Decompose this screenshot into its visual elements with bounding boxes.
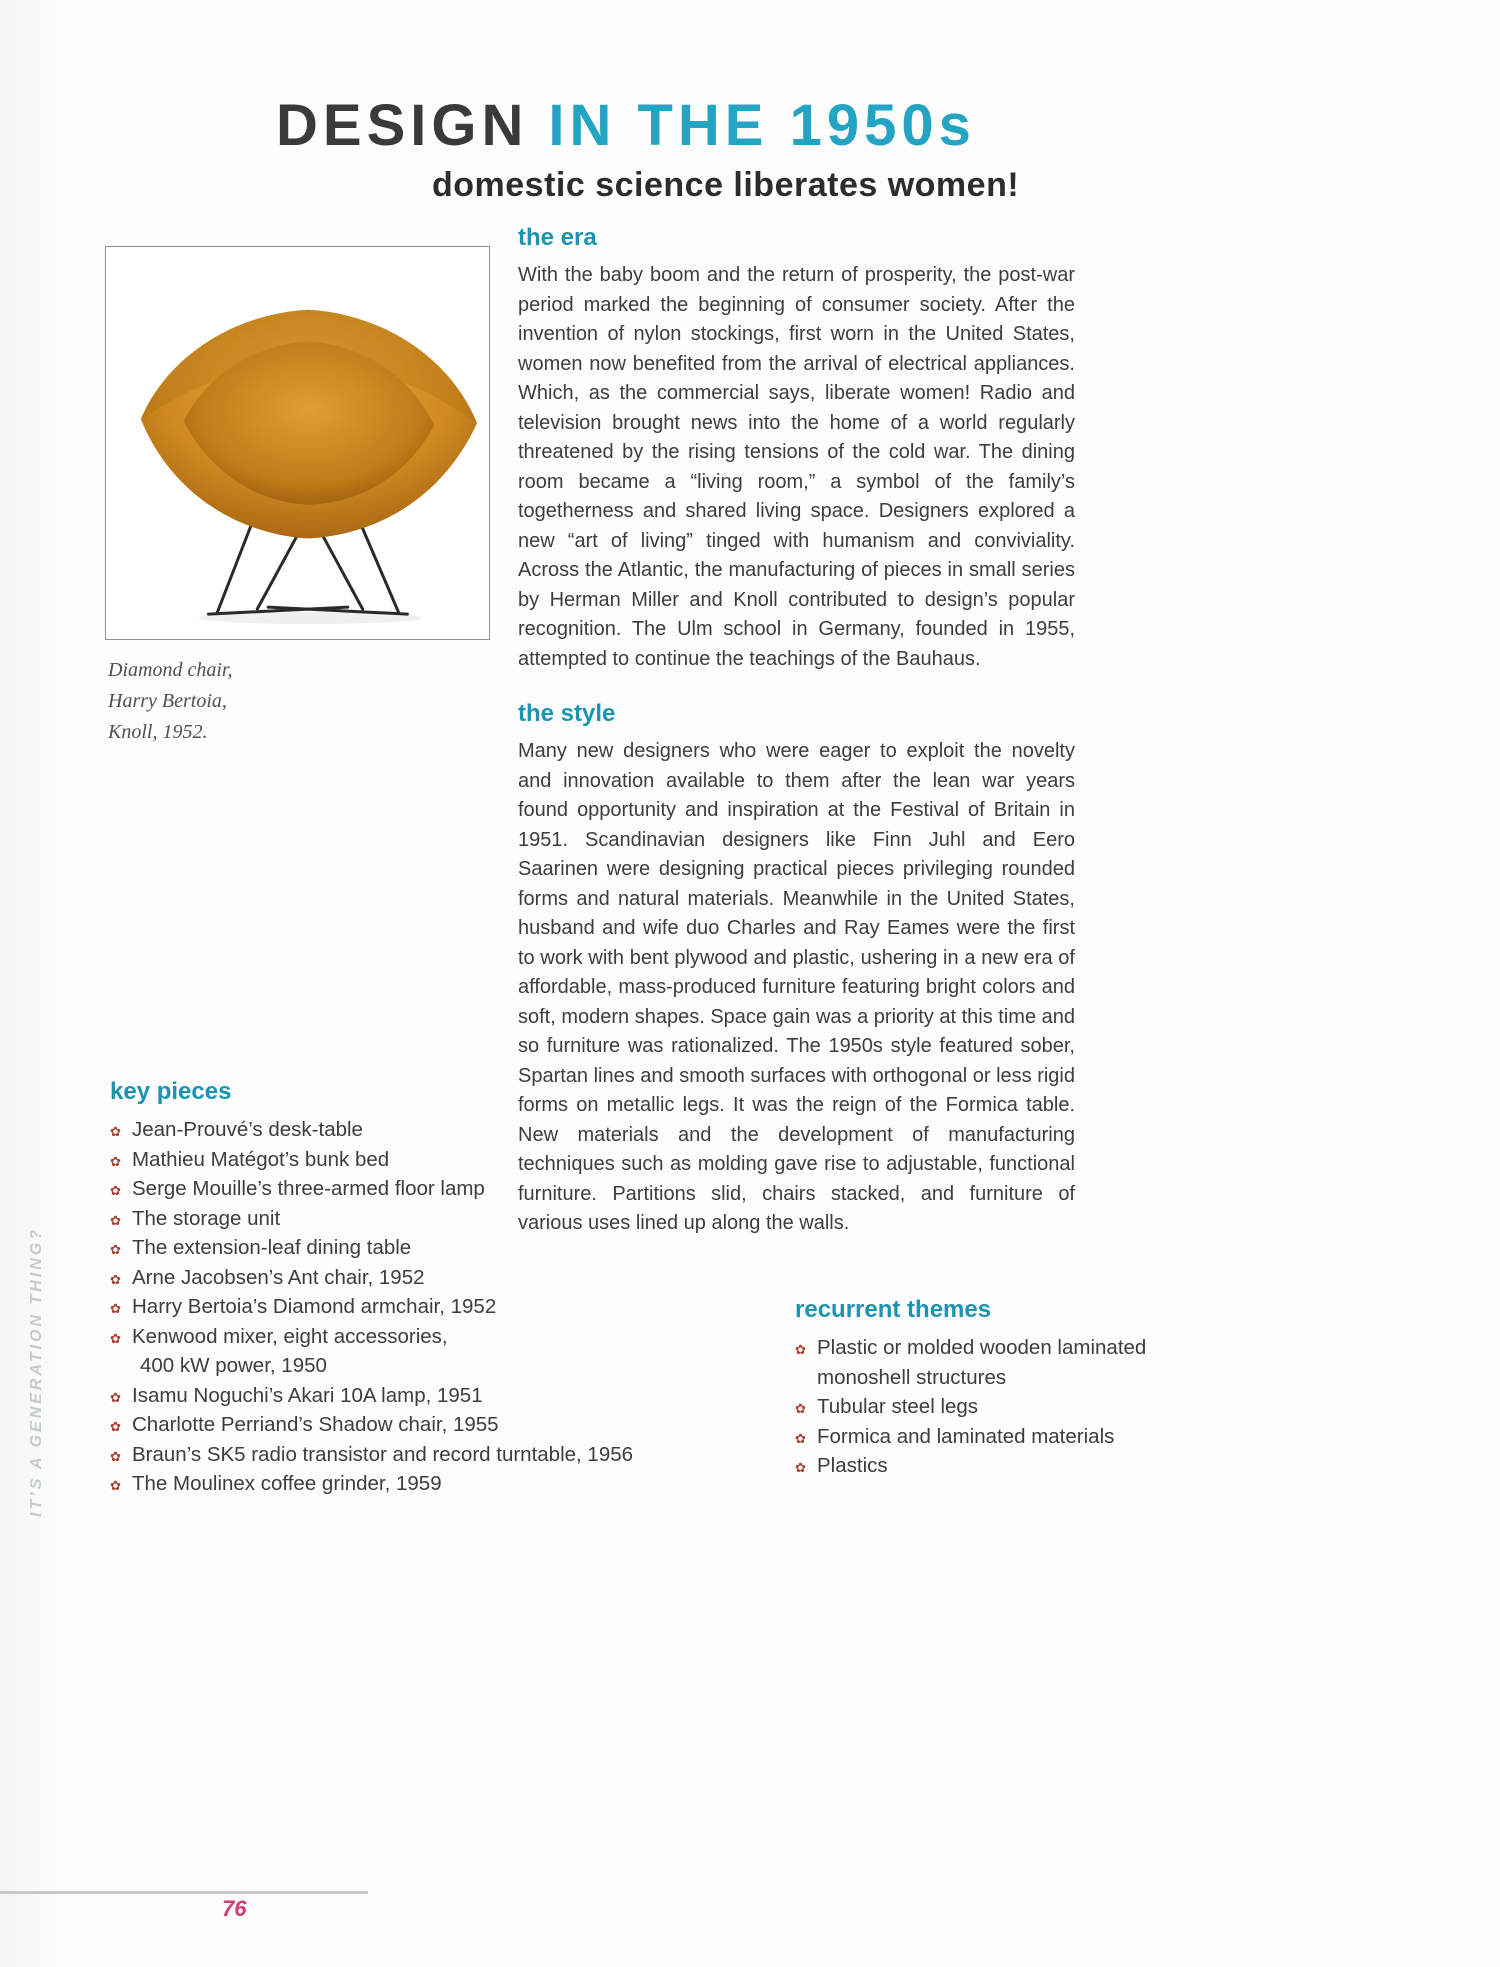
flower-bullet-icon: ✿ xyxy=(110,1183,121,1198)
list-item-label: The storage unit xyxy=(132,1206,281,1230)
heading-the-era: the era xyxy=(518,224,597,251)
flower-bullet-icon: ✿ xyxy=(110,1124,121,1139)
list-item-label: Charlotte Perriand’s Shadow chair, 1955 xyxy=(132,1413,499,1436)
flower-bullet-icon: ✿ xyxy=(110,1389,121,1405)
list-item xyxy=(110,1469,670,1499)
list-item-label: Harry Bertoia’s Diamond armchair, 1952 xyxy=(132,1295,497,1318)
list-item xyxy=(110,1174,670,1204)
flower-bullet-icon: ✿ xyxy=(110,1448,121,1464)
margin-vertical-text: IT’S A GENERATION THING? xyxy=(28,1226,45,1517)
heading-the-style: the style xyxy=(518,700,616,727)
list-item-label: Serge Mouille’s three-armed floor lamp xyxy=(132,1177,485,1200)
caption-line-3: Knoll, 1952. xyxy=(108,721,208,743)
list-item xyxy=(110,1410,670,1440)
recurrent-themes-list xyxy=(795,1333,1193,1481)
list-item-label: Arne Jacobsen’s Ant chair, 1952 xyxy=(132,1265,425,1289)
list-item xyxy=(110,1381,670,1411)
list-item-label: Jean-Prouvé’s desk-table xyxy=(132,1118,363,1141)
list-item xyxy=(110,1115,670,1145)
list-item-label: The extension-leaf dining table xyxy=(132,1236,412,1259)
key-pieces-section xyxy=(110,1078,670,1499)
chair-figure-frame xyxy=(105,246,490,640)
flower-bullet-icon: ✿ xyxy=(110,1419,121,1434)
heading-key-pieces: key pieces xyxy=(110,1078,232,1105)
list-item-label: Mathieu Matégot’s bunk bed xyxy=(132,1147,390,1171)
list-item xyxy=(795,1422,1193,1452)
list-item-label: Formica and laminated materials xyxy=(817,1424,1115,1448)
list-item xyxy=(110,1145,670,1175)
flower-bullet-icon: ✿ xyxy=(110,1301,121,1316)
list-item-label: Tubular steel legs xyxy=(817,1395,979,1418)
list-item xyxy=(110,1292,670,1322)
list-item xyxy=(110,1322,670,1352)
page-edge-shading xyxy=(0,0,70,1967)
list-item xyxy=(795,1392,1193,1422)
caption-line-1: Diamond chair, xyxy=(108,659,233,681)
diamond-chair-illustration xyxy=(106,247,489,639)
recurrent-themes-section xyxy=(795,1296,1193,1481)
paragraph-the-style: Many new designers who were eager to exploit the novelty and innovation available to them after the lean war years found opportunity and inspiration at the Festival of Britain in 1951. Scandinavian designers like Finn Juhl and Eero Saarinen were designing practical pieces privileging rounded forms and natural materials. Meanwhile in the United States, husband and wife duo Charles and Ray Eames were the first to work with bent plywood and plastic, ushering in a new era of affordable, mass-produced furniture featuring bright colors and soft, modern shapes. Space gain was a priority at this time and so furniture was rationalized. The 1950s style featured sober, Spartan lines and smooth surfaces with orthogonal or less rigid forms on metallic legs. It was the reign of the Formica table. New materials and the development of manufacturing techniques such as molding gave rise to adjustable, functional furniture. Partitions slid, chairs stacked, and furniture of various uses lined up along the walls. xyxy=(518,740,1075,1234)
flower-bullet-icon: ✿ xyxy=(110,1271,121,1287)
list-item xyxy=(110,1440,670,1470)
page-number: 76 xyxy=(222,1896,247,1921)
list-item xyxy=(110,1233,670,1263)
flower-bullet-icon: ✿ xyxy=(795,1342,806,1357)
list-item xyxy=(795,1451,1193,1481)
list-item-label: Plastics xyxy=(817,1454,888,1477)
flower-bullet-icon: ✿ xyxy=(110,1242,121,1257)
footer-rule xyxy=(0,1891,368,1894)
list-item-label: 400 kW power, 1950 xyxy=(140,1354,327,1377)
list-item-continuation xyxy=(110,1351,670,1381)
flower-bullet-icon: ✿ xyxy=(795,1460,806,1475)
list-item xyxy=(795,1333,1193,1392)
flower-bullet-icon: ✿ xyxy=(110,1330,121,1346)
flower-bullet-icon: ✿ xyxy=(110,1478,121,1493)
flower-bullet-icon: ✿ xyxy=(110,1212,121,1228)
flower-bullet-icon: ✿ xyxy=(110,1153,121,1169)
figure-caption xyxy=(108,655,232,748)
list-item xyxy=(110,1204,670,1234)
title-in-the-1950s: IN THE 1950s xyxy=(548,93,976,158)
list-item-label: The Moulinex coffee grinder, 1959 xyxy=(132,1472,442,1495)
key-pieces-list xyxy=(110,1115,670,1499)
list-item xyxy=(110,1263,670,1293)
paragraph-the-era: With the baby boom and the return of prosperity, the post-war period marked the beginning of consumer society. After the invention of nylon stockings, first worn in the United States, women now benefited from the arrival of electrical appliances. Which, as the commercial says, liberate women! Radio and television brought news into the home of a world regularly threatened by the rising tensions of the cold war. The dining room became a “living room,” a symbol of the family’s togetherness and shared living space. Designers explored a new “art of living” tinged with humanism and conviviality. Across the Atlantic, the manufacturing of pieces in small series by Herman Miller and Knoll contributed to design’s popular recognition. The Ulm school in Germany, founded in 1955, attempted to continue the teachings of the Bauhaus. xyxy=(518,264,1075,670)
heading-recurrent-themes: recurrent themes xyxy=(795,1296,992,1323)
flower-bullet-icon: ✿ xyxy=(795,1430,806,1446)
flower-bullet-icon: ✿ xyxy=(795,1401,806,1416)
list-item-label: Plastic or molded wooden laminated monoshell structures xyxy=(817,1336,1147,1389)
page-title xyxy=(276,92,976,159)
list-item-label: Braun’s SK5 radio transistor and record turntable, 1956 xyxy=(132,1442,634,1466)
caption-line-2: Harry Bertoia, xyxy=(108,690,227,712)
list-item-label: Kenwood mixer, eight accessories, xyxy=(132,1324,448,1348)
list-item-label: Isamu Noguchi’s Akari 10A lamp, 1951 xyxy=(132,1383,483,1407)
page-subtitle: domestic science liberates women! xyxy=(432,166,1020,204)
title-design: DESIGN xyxy=(276,93,529,158)
